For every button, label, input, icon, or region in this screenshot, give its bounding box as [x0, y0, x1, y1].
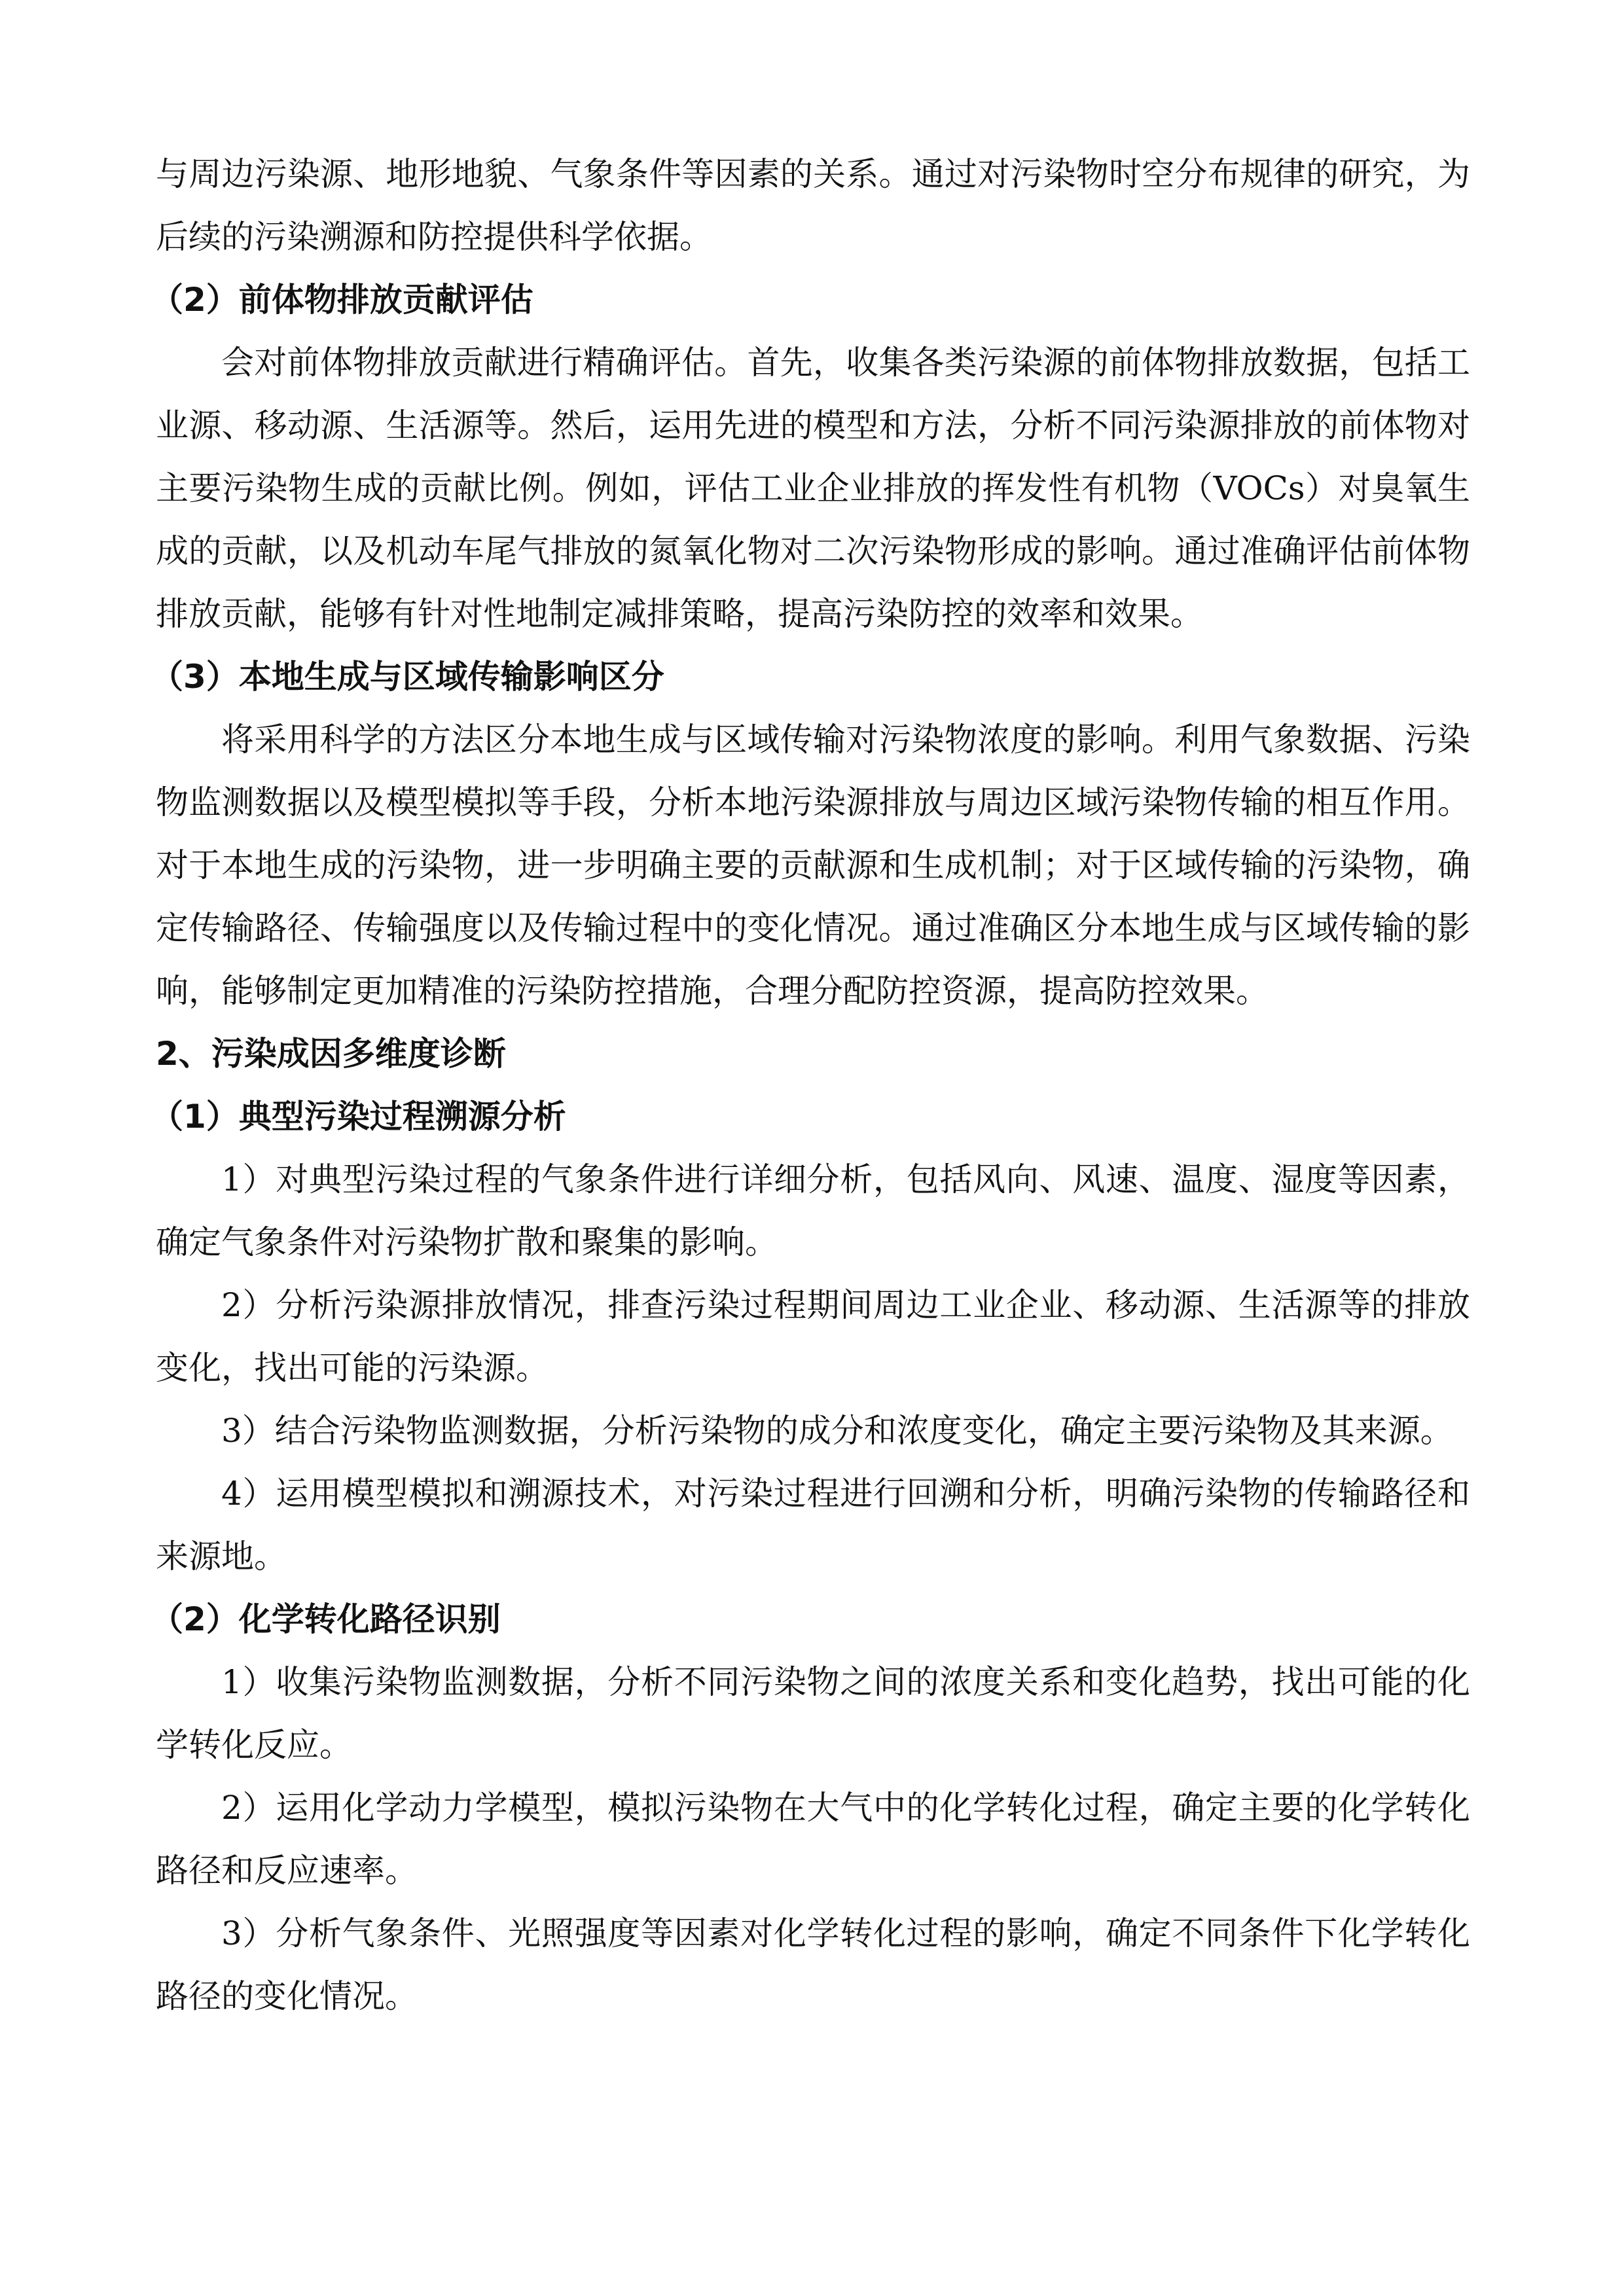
- paragraph-spatiotemporal-continuation: 与周边污染源、地形地貌、气象条件等因素的关系。通过对污染物时空分布规律的研究，为后续的污染溯源和防控提供科学依据。: [156, 155, 1470, 256]
- document-page: [151, 143, 1470, 2028]
- list-item-monitoring-data-analysis: 3）结合污染物监测数据，分析污染物的成分和浓度变化，确定主要污染物及其来源。: [221, 1412, 1453, 1450]
- list-item-meteorology-analysis: 1）对典型污染过程的气象条件进行详细分析，包括风向、风速、温度、湿度等因素，确定气象条件对污染物扩散和聚集的影响。: [156, 1160, 1470, 1261]
- paragraph-local-vs-regional: 将采用科学的方法区分本地生成与区域传输对污染物浓度的影响。利用气象数据、污染物监测数据以及模型模拟等手段，分析本地污染源排放与周边区域污染物传输的相互作用。对于本地生成的污染物，进一步明确主要的贡献源和生成机制；对于区域传输的污染物，确定传输路径、传输强度以及传输过程中的变化情况。通过准确区分本地生成与区域传输的影响，能够制定更加精准的污染防控措施，合理分配防控资源，提高防控效果。: [156, 721, 1470, 1010]
- heading-pollution-cause-diagnosis: 2、污染成因多维度诊断: [156, 1035, 506, 1073]
- heading-chemical-pathway-identification: （2）化学转化路径识别: [151, 1600, 501, 1638]
- paragraph-precursor-emission: 会对前体物排放贡献进行精确评估。首先，收集各类污染源的前体物排放数据，包括工业源、移动源、生活源等。然后，运用先进的模型和方法，分析不同污染源排放的前体物对主要污染物生成的贡献比例。例如，评估工业企业排放的挥发性有机物（VOCs）对臭氧生成的贡献，以及机动车尾气排放的氮氧化物对二次污染物形成的影响。通过准确评估前体物排放贡献，能够有针对性地制定减排策略，提高污染防控的效率和效果。: [156, 344, 1470, 633]
- list-item-condition-effects: 3）分析气象条件、光照强度等因素对化学转化过程的影响，确定不同条件下化学转化路径的变化情况。: [156, 1914, 1470, 2015]
- list-item-kinetic-model: 2）运用化学动力学模型，模拟污染物在大气中的化学转化过程，确定主要的化学转化路径和反应速率。: [156, 1789, 1470, 1890]
- heading-precursor-emission-assessment: （2）前体物排放贡献评估: [151, 281, 533, 319]
- list-item-concentration-relationships: 1）收集污染物监测数据，分析不同污染物之间的浓度关系和变化趋势，找出可能的化学转化反应。: [156, 1663, 1470, 1764]
- heading-typical-process-tracing: （1）典型污染过程溯源分析: [151, 1098, 566, 1136]
- list-item-source-emission-analysis: 2）分析污染源排放情况，排查污染过程期间周边工业企业、移动源、生活源等的排放变化，找出可能的污染源。: [156, 1286, 1470, 1387]
- list-item-model-backtracking: 4）运用模型模拟和溯源技术，对污染过程进行回溯和分析，明确污染物的传输路径和来源地。: [156, 1475, 1470, 1575]
- heading-local-vs-regional: （3）本地生成与区域传输影响区分: [151, 658, 664, 696]
